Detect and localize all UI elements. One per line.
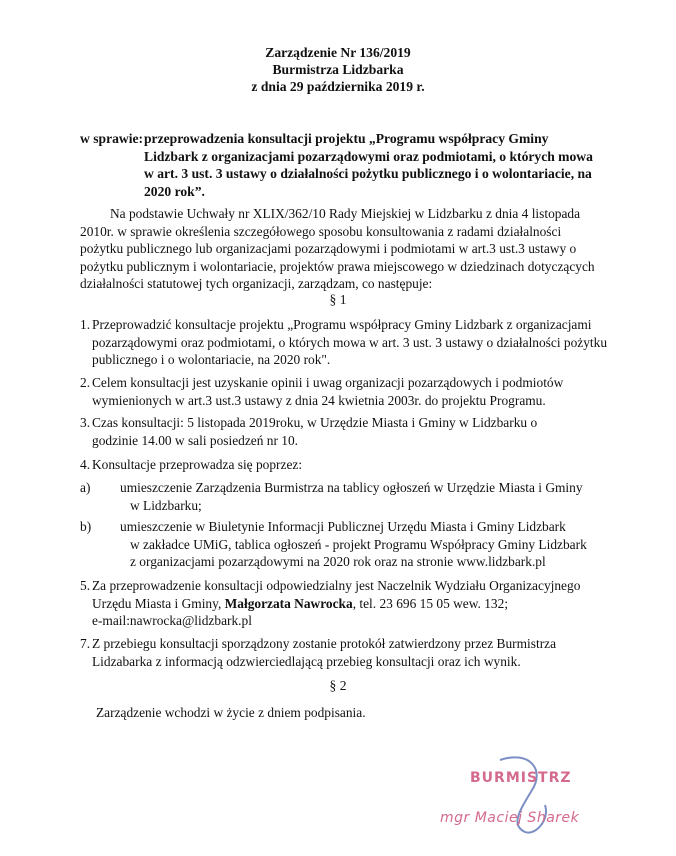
item-line: Z przebiegu konsultacji sporządzony zostanie protokół zatwierdzony przez Burmistrza (92, 636, 557, 651)
item-line: Celem konsultacji jest uzyskanie opinii i uwag organizacji pozarządowych i podmiotów (92, 375, 564, 390)
item-5 (80, 577, 620, 630)
item-line: publicznego i o wolontariacie, na 2020 rok". (92, 352, 331, 367)
signature-scribble-icon (440, 750, 640, 840)
issuer: Burmistrza Lidzbarka (272, 62, 404, 77)
item-number: 2. (80, 375, 91, 390)
item-line: wymienionych w art.3 ust.3 ustawy z dnia 24 kwietnia 2003r. do projektu Programu. (92, 392, 546, 408)
item-number: 7. (80, 636, 91, 651)
item-line: Lidzabarka z informacją odzwierciedlającą przebieg konsultacji oraz ich wynik. (92, 653, 521, 669)
subject-line: w art. 3 ust. 3 ustawy o działalności pożytku publicznego i o wolontariacie, na (144, 166, 592, 181)
stamp-name: mgr Maciej Sharek (440, 810, 580, 826)
subitem-b (80, 518, 620, 571)
subitem-a (80, 479, 620, 514)
closing-statement: Zarządzenie wchodzi w życie z dniem podpisania. (96, 705, 366, 720)
document-header (0, 44, 676, 95)
item-2 (80, 374, 620, 409)
subject (80, 130, 600, 200)
email-address: e-mail:nawrocka@lidzbark.pl (92, 613, 252, 628)
subject-line: Lidzbark z organizacjami pozarządowymi oraz podmiotami, o których mowa (144, 148, 593, 164)
section-2-sign: § 2 (329, 678, 347, 693)
item-number: 1. (80, 317, 91, 332)
preamble-line: 2010r. w sprawie określenia szczegółowego sposobu konsultowania z radami działalności (80, 223, 562, 239)
item-text: Urzędu Miasta i Gminy, (92, 595, 225, 611)
subitem-letter: a) (80, 480, 91, 495)
stamp-title: BURMISTRZ (470, 770, 572, 786)
subject-line: 2020 rok”. (144, 183, 205, 199)
item-line: godzinie 14.00 w sali posiedzeń nr 10. (92, 432, 299, 448)
item-3 (80, 414, 620, 449)
ordinance-number: Zarządzenie Nr 136/2019 (265, 45, 411, 60)
issue-date: z dnia 29 października 2019 r. (251, 79, 425, 94)
item-1 (80, 316, 620, 369)
section-1-sign: § 1 (329, 292, 347, 307)
subject-lead: w sprawie: (80, 131, 144, 146)
item-line (92, 595, 620, 613)
item-number: 4. (80, 457, 91, 472)
subitem-line: w Lidzbarku; (130, 497, 202, 513)
subitem-line: z organizacjami pozarządowymi na 2020 rok oraz na stronie www.lidzbark.pl (130, 554, 546, 569)
item-line: Czas konsultacji: 5 listopada 2019roku, w Urzędzie Miasta i Gminy w Lidzbarku o (92, 415, 538, 430)
item-number: 5. (80, 578, 91, 593)
preamble (80, 205, 620, 293)
item-text: , tel. 23 696 15 05 wew. 132; (352, 595, 509, 611)
preamble-line: pożytku publicznym i wolontariacie, projektów prawa miejscowego w dziedzinach dotyczących (80, 258, 595, 274)
item-number: 3. (80, 415, 91, 430)
preamble-line: działalności statutowej tych organizacji, zarządzam, co następuje: (80, 276, 433, 291)
subitem-line: w zakładce UMiG, tablica ogłoszeń - projekt Programu Współpracy Gminy Lidzbark (130, 536, 587, 552)
responsible-person: Małgorzata Nawrocka (224, 595, 353, 611)
item-line: Przeprowadzić konsultacje projektu „Programu współpracy Gminy Lidzbark z organizacjami (92, 317, 592, 332)
preamble-line: pożytku publicznego lub organizacjami pozarządowymi i podmiotami w art.3 ust.3 ustawy o (80, 241, 577, 256)
item-line: Za przeprowadzenie konsultacji odpowiedzialny jest Naczelnik Wydziału Organizacyjnego (92, 578, 581, 593)
item-7 (80, 635, 620, 670)
item-line: Konsultacje przeprowadza się poprzez: (92, 457, 303, 472)
preamble-line: Na podstawie Uchwały nr XLIX/362/10 Rady Miejskiej w Lidzbarku z dnia 4 listopada (110, 206, 581, 221)
item-line: pozarządowymi oraz podmiotami, o których mowa w art. 3 ust. 3 ustawy o działalności pożytku (92, 334, 608, 350)
item-4 (80, 456, 620, 474)
subject-line: przeprowadzenia konsultacji projektu „Programu współpracy Gminy (144, 131, 549, 146)
subitem-letter: b) (80, 519, 92, 534)
subitem-line: umieszczenie Zarządzenia Burmistrza na tablicy ogłoszeń w Urzędzie Miasta i Gminy (120, 480, 583, 495)
subitem-line: umieszczenie w Biuletynie Informacji Publicznej Urzędu Miasta i Gminy Lidzbark (120, 519, 566, 534)
signature-stamp (440, 750, 640, 840)
